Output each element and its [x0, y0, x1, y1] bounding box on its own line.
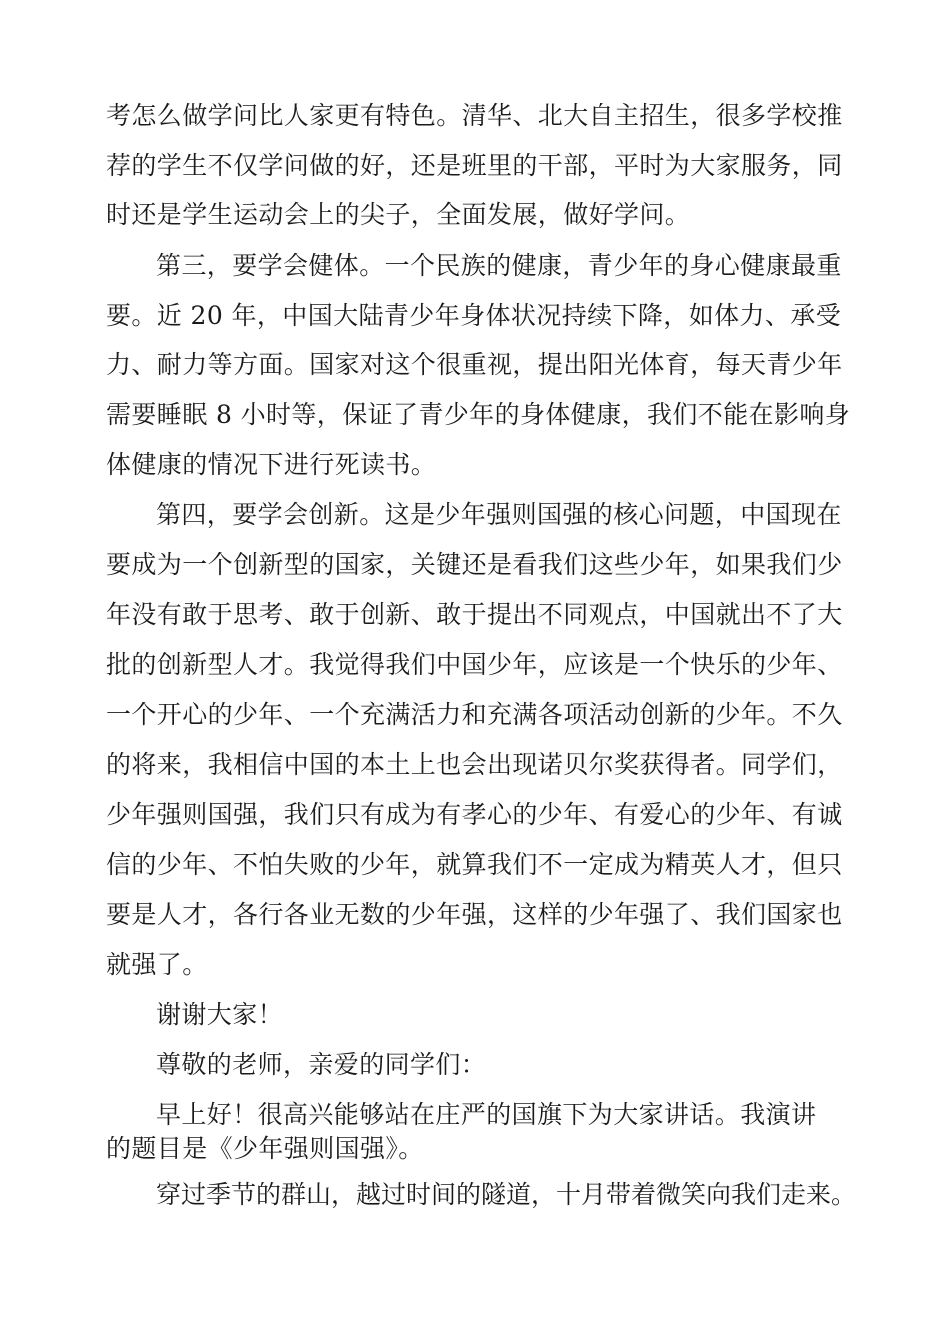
- text-line: 就强了。: [106, 950, 208, 979]
- text-line: 要成为一个创新型的国家，关键还是看我们这些少年，如果我们少: [106, 550, 843, 579]
- text-line: 少年强则国强，我们只有成为有孝心的少年、有爱心的少年、有诚: [106, 800, 843, 829]
- text-line: 要是人才，各行各业无数的少年强，这样的少年强了、我们国家也: [106, 900, 843, 929]
- text-line: 考怎么做学问比人家更有特色。清华、北大自主招生，很多学校推: [106, 101, 843, 130]
- text-line: 批的创新型人才。我觉得我们中国少年，应该是一个快乐的少年、: [106, 650, 843, 679]
- text-line: 年没有敢于思考、敢于创新、敢于提出不同观点，中国就出不了大: [106, 600, 843, 629]
- text-line: 的将来，我相信中国的本土上也会出现诺贝尔奖获得者。同学们，: [106, 750, 843, 779]
- text-line: 体健康的情况下进行死读书。: [106, 450, 437, 479]
- text-line: 信的少年、不怕失败的少年，就算我们不一定成为精英人才，但只: [106, 850, 843, 879]
- closing-line: 谢谢大家！: [156, 1000, 284, 1029]
- salutation-line: 尊敬的老师，亲爱的同学们：: [156, 1050, 487, 1079]
- text-line: 荐的学生不仅学问做的好，还是班里的干部，平时为大家服务，同: [106, 151, 843, 180]
- paragraph-start-line: 早上好！很高兴能够站在庄严的国旗下为大家讲话。我演讲: [156, 1100, 817, 1129]
- paragraph-start-line: 第三，要学会健体。一个民族的健康，青少年的身心健康最重: [156, 251, 842, 280]
- text-line: 需要睡眠 8 小时等，保证了青少年的身体健康，我们不能在影响身: [106, 400, 851, 429]
- text-line: 力、耐力等方面。国家对这个很重视，提出阳光体育，每天青少年: [106, 350, 843, 379]
- text-line: 要。近 20 年，中国大陆青少年身体状况持续下降，如体力、承受: [106, 301, 842, 330]
- text-line: 的题目是《少年强则国强》。: [106, 1134, 424, 1163]
- paragraph-start-line: 第四，要学会创新。这是少年强则国强的核心问题，中国现在: [156, 500, 842, 529]
- text-line: 一个开心的少年、一个充满活力和充满各项活动创新的少年。不久: [106, 700, 843, 729]
- paragraph-start-line: 穿过季节的群山，越过时间的隧道，十月带着微笑向我们走来。: [156, 1180, 857, 1209]
- text-line: 时还是学生运动会上的尖子，全面发展，做好学问。: [106, 200, 691, 229]
